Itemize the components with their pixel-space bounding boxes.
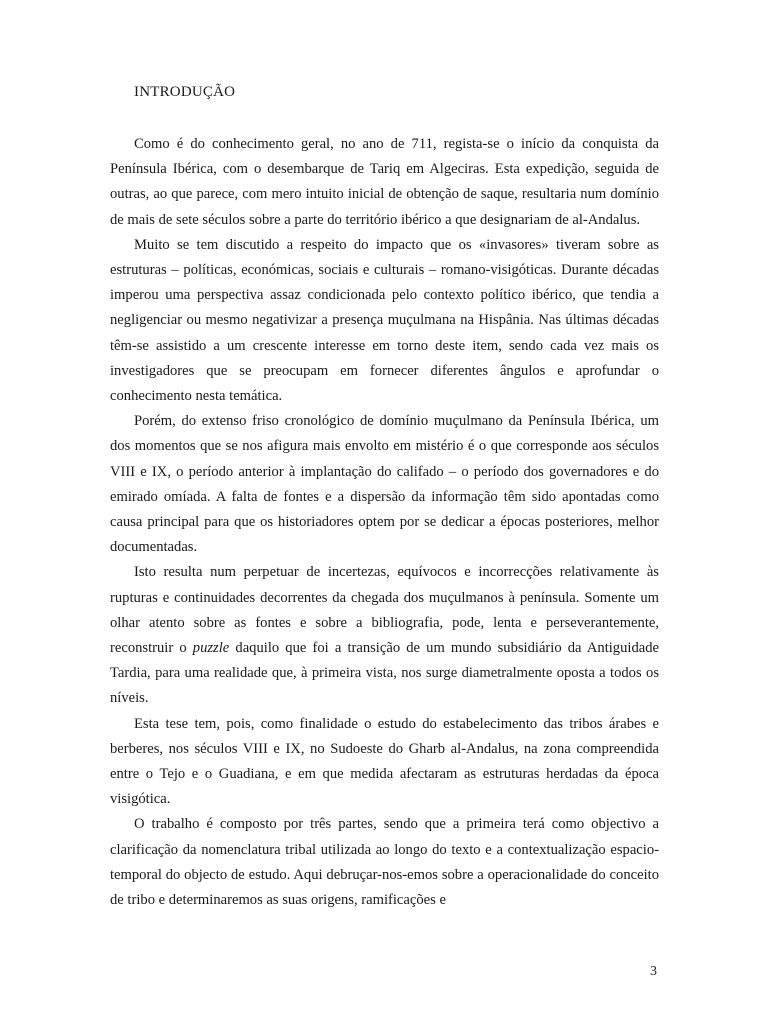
section-heading: INTRODUÇÃO [134,84,236,100]
paragraph-4 [110,560,659,711]
paragraph-5: Esta tese tem, pois, como finalidade o estudo do estabelecimento das tribos árabes e berberes, nos séculos VIII e IX, no Sudoeste do Gharb al-Andalus, na zona compreendida entre o Tejo e o Guadiana, e em que medida afectaram as estruturas herdadas da época visigótica. [110,715,659,808]
body-text [110,132,659,913]
paragraph-2: Muito se tem discutido a respeito do impacto que os «invasores» tiveram sobre as estruturas – políticas, económicas, sociais e culturais – romano-visigóticas. Durante décadas imperou uma perspectiva assaz condicionada pelo contexto político ibérico, que tendia a negligenciar ou mesmo negativizar a presença muçulmana na Hispânia. Nas últimas décadas têm-se assistido a um crescente interesse em torno deste item, sendo cada vez mais os investigadores que se preocupam em fornecer diferentes ângulos e aprofundar o conhecimento nesta temática. [110,236,659,405]
paragraph-4-italic-term: puzzle [192,640,230,657]
paragraph-6: O trabalho é composto por três partes, sendo que a primeira terá como objectivo a clarificação da nomenclatura tribal utilizada ao longo do texto e a contextualização espacio-temporal do objecto de estudo. Aqui debruçar-nos-emos sobre a operacionalidade do conceito de tribo e determinaremos as suas origens, ramificações e [110,816,659,909]
paragraph-4-text-before: Isto resulta num perpetuar de incertezas, equívocos e incorrecções relativamente às rupturas e continuidades decorrentes da chegada dos muçulmanos à península. Somente um olhar atento sobre as fontes e sobre a bibliografia, pode, lenta e perseverantemente, reconstruir o [110,564,659,657]
paragraph-3: Porém, do extenso friso cronológico de domínio muçulmano da Península Ibérica, um dos momentos que se nos afigura mais envolto em mistério é o que corresponde aos séculos VIII e IX, o período anterior à implantação do califado – o período dos governadores e do emirado omíada. A falta de fontes e a dispersão da informação têm sido apontadas como causa principal para que os historiadores optem por se dedicar a épocas posteriores, melhor documentadas. [110,413,659,556]
page-number: 3 [650,964,657,979]
paragraph-1: Como é do conhecimento geral, no ano de 711, regista-se o início da conquista da Península Ibérica, com o desembarque de Tariq em Algeciras. Esta expedição, seguida de outras, ao que parece, com mero intuito inicial de obtenção de saque, resultaria num domínio de mais de sete séculos sobre a parte do território ibérico a que designariam de al-Andalus. [110,136,659,228]
paragraph-4-text-after: daquilo que foi a transição de um mundo subsidiário da Antiguidade Tardia, para uma realidade que, à primeira vista, nos surge diametralmente oposta a todos os níveis. [110,640,660,707]
